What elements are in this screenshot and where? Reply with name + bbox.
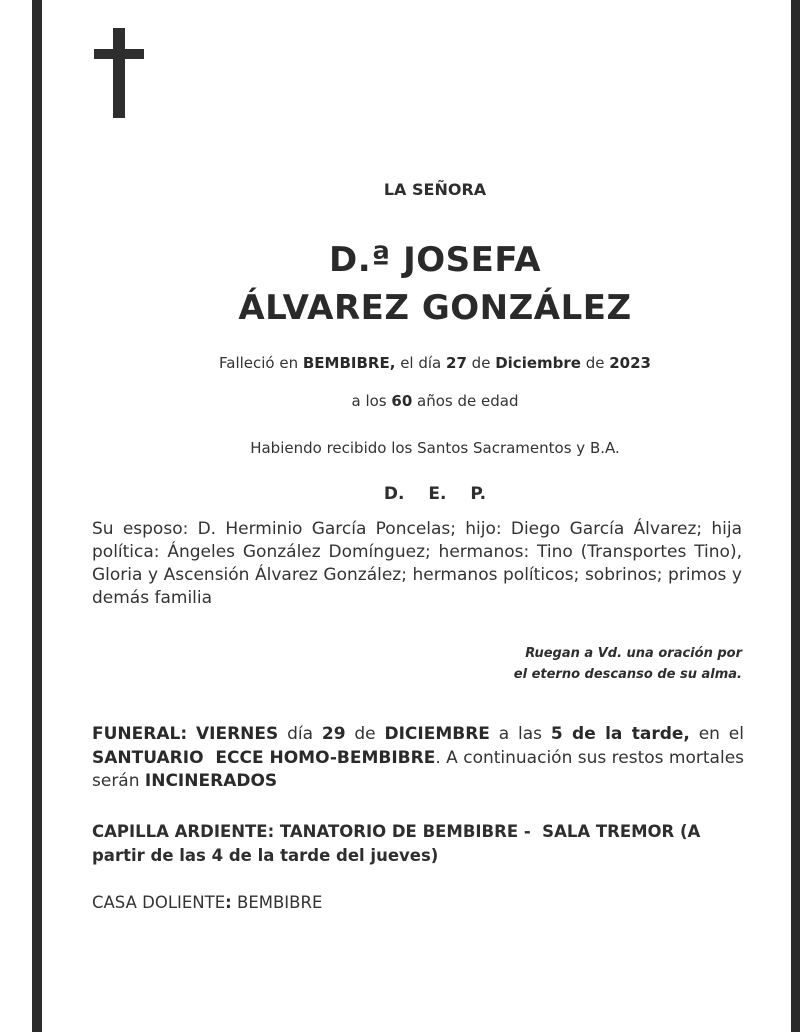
name-line-2: ÁLVAREZ GONZÁLEZ (238, 288, 632, 328)
age-info: a los 60 años de edad (351, 392, 519, 410)
name-line-1: D.ª JOSEFA (328, 240, 542, 280)
sacraments-text: Habiendo recibido los Santos Sacramentos y B.A. (250, 439, 620, 457)
prayer-line-1: Ruegan a Vd. una oración por (525, 646, 742, 661)
death-info: Falleció en BEMBIBRE, el día 27 de Diciembre de 2023 (219, 354, 651, 372)
chapel-info: CAPILLA ARDIENTE: TANATORIO DE BEMBIBRE - SALA TREMOR (A partir de las 4 de la tarde del jueves) (92, 822, 707, 865)
age-years: 60 (391, 392, 413, 410)
family-text: Su esposo: D. Herminio García Poncelas; hijo: Diego García Álvarez; hija política: Ángeles González Domínguez; hermanos: Tino (Transportes Tino), Gloria y Ascensión Álvarez González; hermanos políticos; sobrinos; primos y demás familia (92, 519, 742, 608)
death-place: BEMBIBRE, (302, 354, 396, 372)
prayer-request (514, 643, 742, 685)
heading: LA SEÑORA (383, 180, 487, 199)
mourning-house: CASA DOLIENTE: BEMBIBRE (92, 893, 323, 912)
death-year: 2023 (609, 354, 651, 372)
right-border (791, 0, 800, 1032)
funeral-info: FUNERAL: VIERNES día 29 de DICIEMBRE a las 5 de la tarde, en el SANTUARIO ECCE HOMO-BEMBIBRE. A continuación sus restos mortales serán INCINERADOS (92, 724, 745, 791)
latin-cross-icon (94, 28, 144, 118)
deceased-name (60, 236, 800, 332)
death-month: Diciembre (495, 354, 581, 372)
death-day: 27 (446, 354, 467, 372)
prayer-line-2: el eterno descanso de su alma. (513, 667, 742, 682)
left-border (32, 0, 42, 1032)
dep-text: D. E. P. (383, 484, 487, 504)
